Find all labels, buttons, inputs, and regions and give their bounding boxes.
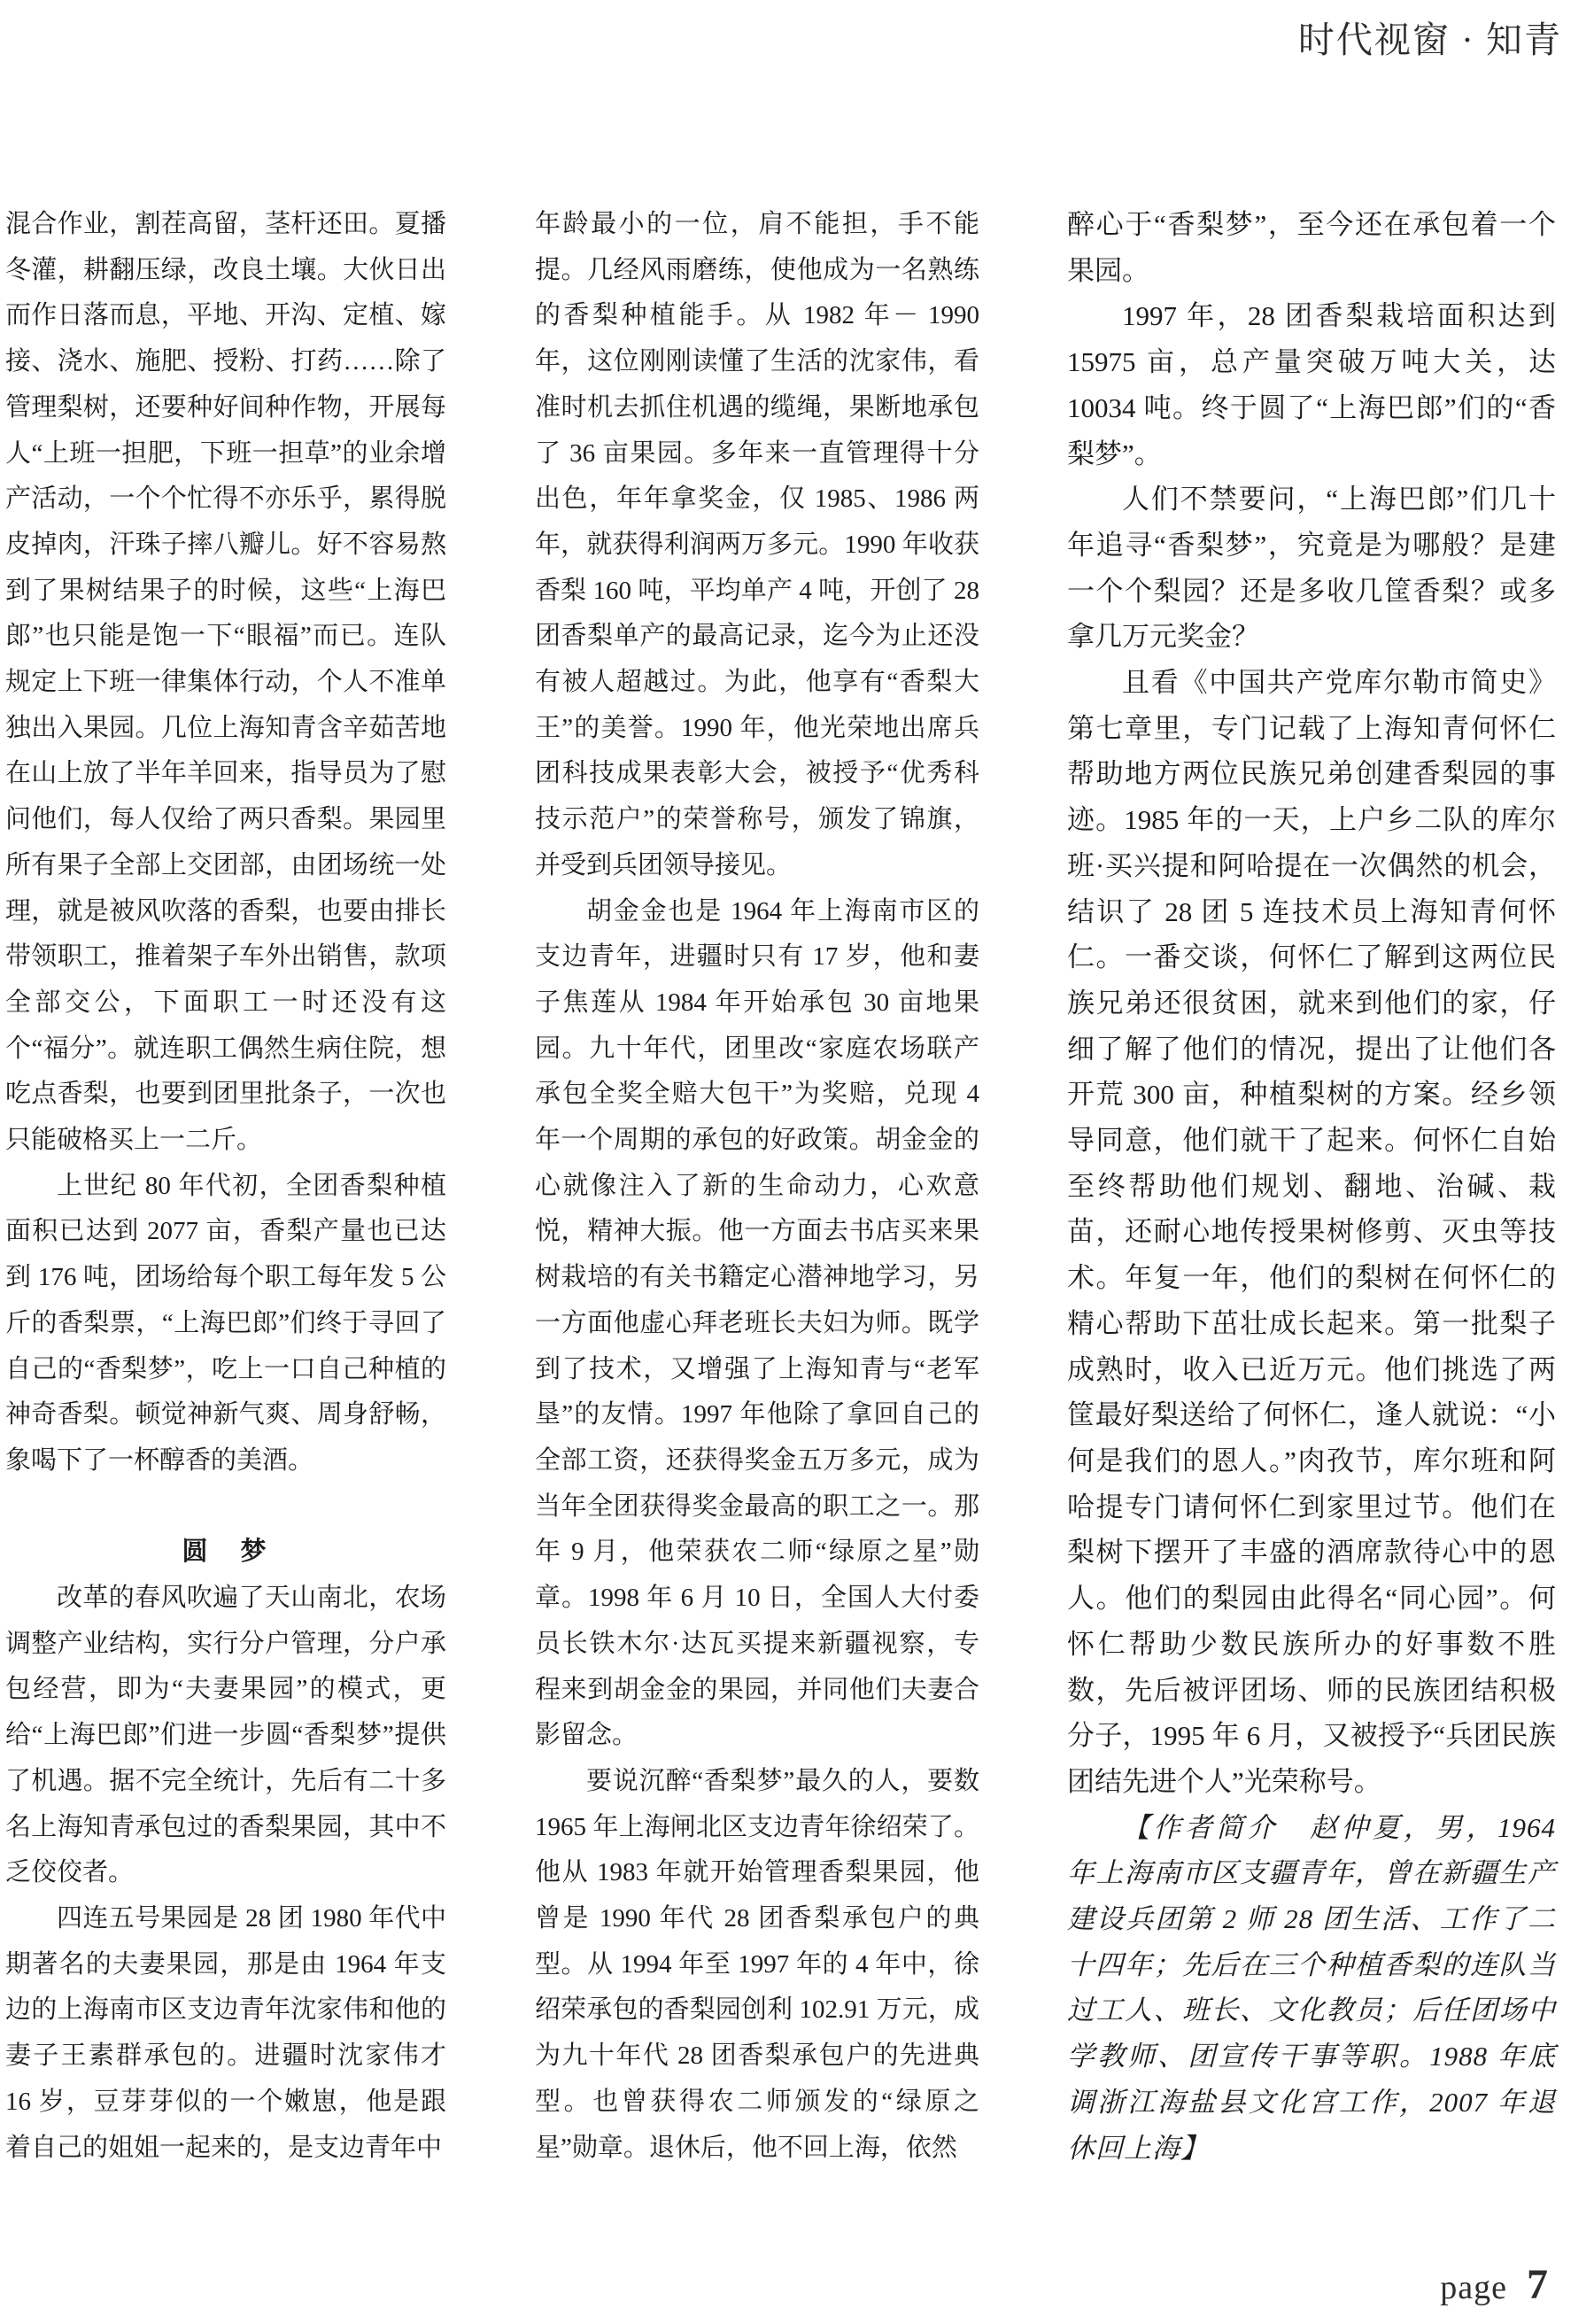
paragraph: 四连五号果园是 28 团 1980 年代中期著名的夫妻果园，那是由 1964 年支边的上海南市区支边青年沈家伟和他的妻子王素群承包的。进疆时沈家伟才 16 岁，豆芽芽似的一个嫩崽，他是跟着自己的姐姐一起来的，是支边青年中 (5, 1904, 446, 2162)
page-footer (1440, 2260, 1548, 2309)
section-heading: 圆 梦 (182, 1538, 270, 1567)
paragraph: 胡金金也是 1964 年上海南市区的支边青年，进疆时只有 17 岁，他和妻子焦莲从 1984 年开始承包 30 亩地果园。九十年代，团里改“家庭农场联产承包全奖全赔大包干”为奖赔，兑现 4 年一个周期的承包的好政策。胡金金的心就像注入了新的生命动力，心欢意悦，精神大振。他一方面去书店买来果树栽培的有关书籍定心潜神地学习，另一方面他虚心拜老班长夫妇为师。既学到了技术，又增强了上海知青与“老军垦”的友情。1997 年他除了拿回自己的全部工资，还获得奖金五万多元，成为当年全团获得奖金最高的职工之一。那年 9 月，他荣获农二师“绿原之星”勋章。1998 年 6 月 10 日，全国人大付委员长铁木尔·达瓦买提来新疆视察，专程来到胡金金的果园，并同他们夫妻合影留念。 (535, 896, 979, 1750)
article-column-3 (1067, 202, 1556, 2171)
paragraph: 上世纪 80 年代初，全团香梨种植面积已达到 2077 亩，香梨产量也已达到 176 吨，团场给每个职工每年发 5 公斤的香梨票，“上海巴郎”们终于寻回了自己的“香梨梦”，吃上一口自己种植的神奇香梨。顿觉神新气爽、周身舒畅，象喝下了一杯醇香的美酒。 (5, 1171, 446, 1475)
paragraph: 要说沉醉“香梨梦”最久的人，要数 1965 年上海闸北区支边青年徐绍荣了。他从 1983 年就开始管理香梨果园，他曾是 1990 年代 28 团香梨承包户的典型。从 1994 年至 1997 年的 4 年中，徐绍荣承包的香梨园创利 102.91 万元，成为九十年代 28 团香梨承包户的先进典型。也曾获得农二师颁发的“绿原之星”勋章。退休后，他不回上海，依然 (535, 1766, 979, 2162)
author-bio: 【作者简介 赵仲夏，男，1964 年上海南市区支疆青年，曾在新疆生产建设兵团第 2 师 28 团生活、工作了二十四年；先后在三个种植香梨的连队当过工人、班长、文化教员；后任团场中学教师、团宣传干事等职。1988 年底调浙江海盐县文化宫工作，2007 年退休回上海】 (1067, 1811, 1556, 2164)
paragraph: 且看《中国共产党库尔勒市简史》第七章里，专门记载了上海知青何怀仁帮助地方两位民族兄弟创建香梨园的事迹。1985 年的一天，上户乡二队的库尔班·买兴提和阿哈提在一次偶然的机会，结识了 28 团 5 连技术员上海知青何怀仁。一番交谈，何怀仁了解到这两位民族兄弟还很贫困，就来到他们的家，仔细了解了他们的情况，提出了让他们各开荒 300 亩，种植梨树的方案。经乡领导同意，他们就干了起来。何怀仁自始至终帮助他们规划、翻地、治碱、栽苗，还耐心地传授果树修剪、灭虫等技术。年复一年，他们的梨树在何怀仁的精心帮助下茁壮成长起来。第一批梨子成熟时，收入已近万元。他们挑选了两筐最好梨送给了何怀仁，逢人就说：“小何是我们的恩人。”肉孜节，库尔班和阿哈提专门请何怀仁到家里过节。他们在梨树下摆开了丰盛的酒席款待心中的恩人。他们的梨园由此得名“同心园”。何怀仁帮助少数民族所办的好事数不胜数，先后被评团场、师的民族团结积极分子，1995 年 6 月，又被授予“兵团民族团结先进个人”光荣称号。 (1067, 667, 1556, 1797)
page-number: 7 (1527, 2261, 1548, 2308)
page-label: page (1440, 2269, 1507, 2306)
paragraph: 年龄最小的一位，肩不能担，手不能提。几经风雨磨练，使他成为一名熟练的香梨种植能手。从 1982 年－ 1990 年，这位刚刚读懂了生活的沈家伟，看准时机去抓住机遇的缆绳，果断地承包了 36 亩果园。多年来一直管理得十分出色，年年拿奖金，仅 1985、1986 两年，就获得利润两万多元。1990 年收获香梨 160 吨，平均单产 4 吨，开创了 28 团香梨单产的最高记录，迄今为止还没有被人超越过。为此，他享有“香梨大王”的美誉。1990 年，他光荣地出席兵团科技成果表彰大会，被授予“优秀科技示范户”的荣誉称号，颁发了锦旗，并受到兵团领导接见。 (535, 210, 979, 879)
paragraph: 醉心于“香梨梦”，至今还在承包着一个果园。 (1067, 209, 1556, 286)
paragraph: 人们不禁要问，“上海巴郎”们几十年追寻“香梨梦”，究竟是为哪般？是建一个个梨园？还是多收几筐香梨？或多拿几万元奖金？ (1067, 484, 1556, 653)
paragraph: 改革的春风吹遍了天山南北，农场调整产业结构，实行分户管理，分户承包经营，即为“夫妻果园”的模式，更给“上海巴郎”们进一步圆“香梨梦”提供了机遇。据不完全统计，先后有二十多名上海知青承包过的香梨果园，其中不乏佼佼者。 (5, 1584, 446, 1887)
paragraph: 混合作业，割茬高留，茎杆还田。夏播冬灌，耕翻压绿，改良土壤。大伙日出而作日落而息，平地、开沟、定植、嫁接、浇水、施肥、授粉、打药……除了管理梨树，还要种好间种作物，开展每人“上班一担肥，下班一担草”的业余增产活动，一个个忙得不亦乐乎，累得脱皮掉肉，汗珠子摔八瓣儿。好不容易熬到了果树结果子的时候，这些“上海巴郎”也只能是饱一下“眼福”而已。连队规定上下班一律集体行动，个人不准单独出入果园。几位上海知青含辛茹苦地在山上放了半年羊回来，指导员为了慰问他们，每人仅给了两只香梨。果园里所有果子全部上交团部，由团场统一处理，就是被风吹落的香梨，也要由排长带领职工，推着架子车外出销售，款项全部交公，下面职工一时还没有这个“福分”。就连职工偶然生病住院，想吃点香梨，也要到团里批条子，一次也只能破格买上一二斤。 (5, 210, 446, 1155)
section-header: 时代视窗 · 知青 (1297, 19, 1562, 60)
article-column-2 (535, 202, 979, 2171)
article-column-1 (5, 202, 446, 2171)
paragraph: 1997 年，28 团香梨栽培面积达到 15975 亩，总产量突破万吨大关，达 10034 吨。终于圆了“上海巴郎”们的“香梨梦”。 (1067, 300, 1556, 469)
